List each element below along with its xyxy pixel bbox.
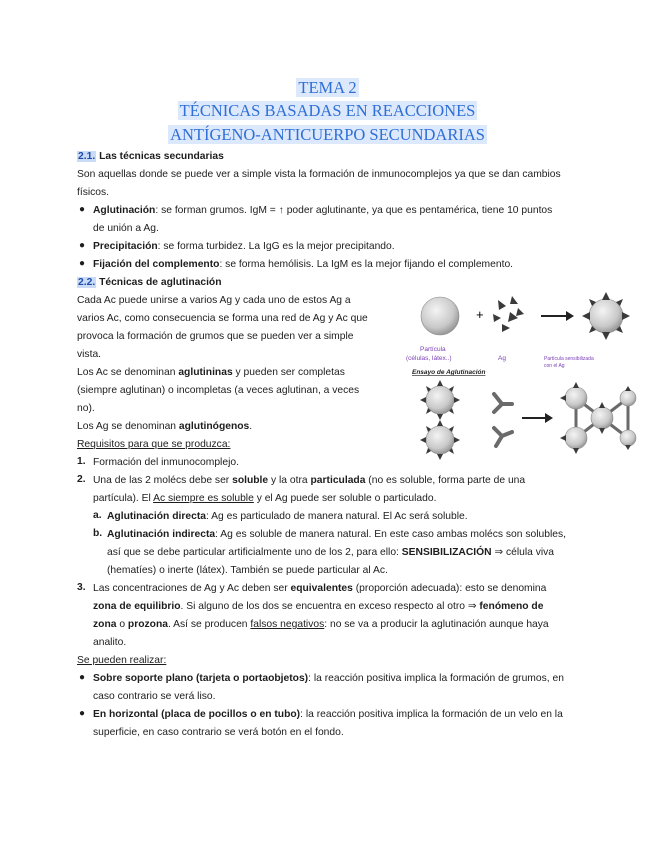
antigen-cluster-icon <box>493 296 524 332</box>
bullet-icon: ● <box>79 240 86 251</box>
label-particula-types: (células, látex..) <box>406 355 452 362</box>
particle-icon <box>421 297 459 335</box>
bullet-item: Fijación del complemento: se forma hemólisis. La IgM es la mejor fijando el complemento. <box>93 259 514 270</box>
paragraph-line: (siempre aglutinan) o incompletas (a veces aglutinan, a veces <box>77 385 360 396</box>
paragraph-line: Los Ac se denominan aglutininas y pueden ser completas <box>77 367 345 378</box>
bullet-icon: ● <box>79 258 86 269</box>
list-item-cont: zona o prozona. Así se producen falsos negativos: no se va a producir la aglutinación aunque haya <box>93 619 549 630</box>
requisitos-heading: Requisitos para que se produzca: <box>77 439 231 450</box>
list-item-cont: analito. <box>93 637 127 648</box>
section-2-2-heading: 2.2. Técnicas de aglutinación <box>78 277 222 288</box>
bullet-icon: ● <box>79 672 86 683</box>
realizar-heading: Se pueden realizar: <box>77 655 167 666</box>
plus-sign: + <box>476 307 484 322</box>
sublist-letter: a. <box>93 510 102 521</box>
list-number: 3. <box>77 582 86 593</box>
label-particula: Partícula <box>420 346 446 353</box>
section-2-1-heading: 2.1. Las técnicas secundarias <box>78 151 224 162</box>
sublist-item-cont: así que se debe particular artificialmente uno de los 2, para ello: SENSIBILIZACIÓN ⇒ célula viva <box>107 547 555 558</box>
doc-subtitle-line1: TÉCNICAS BASADAS EN REACCIONES <box>179 101 476 120</box>
label-con-ag: con el Ag <box>544 363 565 369</box>
list-item: Las concentraciones de Ag y Ac deben ser equivalentes (proporción adecuada): esto se denomina <box>93 583 547 594</box>
list-number: 2. <box>77 474 86 485</box>
paragraph-line: provoca la formación de grumos que se pueden ver a simple <box>77 331 354 342</box>
paragraph-line: varios Ac, como consecuencia se forma una red de Ag y Ac que <box>77 313 368 324</box>
bullet-item: En horizontal (placa de pocillos o en tubo): la reacción positiva implica la formación de un velo en la <box>93 709 563 720</box>
label-ensayo: Ensayo de Aglutinación <box>412 369 486 376</box>
label-sensibilizada: Partícula sensibilizada <box>544 356 594 362</box>
label-ag: Ag <box>498 355 506 362</box>
bullet-item-cont: caso contrario se verá liso. <box>93 691 216 702</box>
sublist-letter: b. <box>93 528 103 539</box>
bullet-item: Sobre soporte plano (tarjeta o portaobjetos): la reacción positiva implica la formación de grumos, en <box>93 673 564 684</box>
sensitized-particle-icon <box>420 380 460 420</box>
bullet-icon: ● <box>79 708 86 719</box>
doc-title: TEMA 2 <box>298 78 357 97</box>
list-number: 1. <box>77 456 86 467</box>
arrow-icon <box>541 311 574 321</box>
paragraph-line: físicos. <box>77 187 110 198</box>
list-item-cont: partícula). El Ac siempre es soluble y el Ag puede ser soluble o particulado. <box>93 493 437 504</box>
agglutination-network-icon <box>560 382 636 454</box>
sublist-item: Aglutinación directa: Ag es particulado de manera natural. El Ac será soluble. <box>107 511 468 522</box>
doc-subtitle-line2: ANTÍGENO-ANTICUERPO SECUNDARIAS <box>170 125 485 144</box>
agglutination-figure <box>398 278 638 468</box>
bullet-item: Precipitación: se forma turbidez. La IgG es la mejor precipitando. <box>93 241 395 252</box>
paragraph-line: Los Ag se denominan aglutinógenos. <box>77 421 253 432</box>
list-item-cont: zona de equilibrio. Si alguno de los dos se encuentra en exceso respecto al otro ⇒ fenómeno de <box>93 601 544 612</box>
arrow-icon <box>522 413 553 423</box>
paragraph-line: vista. <box>77 349 102 360</box>
sensitized-particle-icon <box>582 292 630 340</box>
paragraph-line: Cada Ac puede unirse a varios Ag y cada uno de estos Ag a <box>77 295 351 306</box>
bullet-item: Aglutinación: se forman grumos. IgM = ↑ poder aglutinante, ya que es pentamérica, tiene 10 puntos <box>93 205 553 216</box>
bullet-item-cont: de unión a Ag. <box>93 223 159 234</box>
sublist-item-cont: (hematíes) o inerte (látex). También se puede particular al Ac. <box>107 565 388 576</box>
sensitized-particle-icon <box>420 420 460 460</box>
bullet-item-cont: superficie, en caso contrario se verá botón en el fondo. <box>93 727 344 738</box>
bullet-icon: ● <box>79 204 86 215</box>
paragraph-line: Son aquellas donde se puede ver a simple vista la formación de inmunocomplejos ya que se dan cambios <box>77 169 561 180</box>
sublist-item: Aglutinación indirecta: Ag es soluble de manera natural. En este caso ambas molécs son solubles, <box>107 529 567 540</box>
antibody-icon <box>494 394 512 446</box>
list-item: Formación del inmunocomplejo. <box>93 457 239 468</box>
paragraph-line: no). <box>77 403 95 414</box>
list-item: Una de las 2 molécs debe ser soluble y la otra particulada (no es soluble, forma parte de una <box>93 475 526 486</box>
